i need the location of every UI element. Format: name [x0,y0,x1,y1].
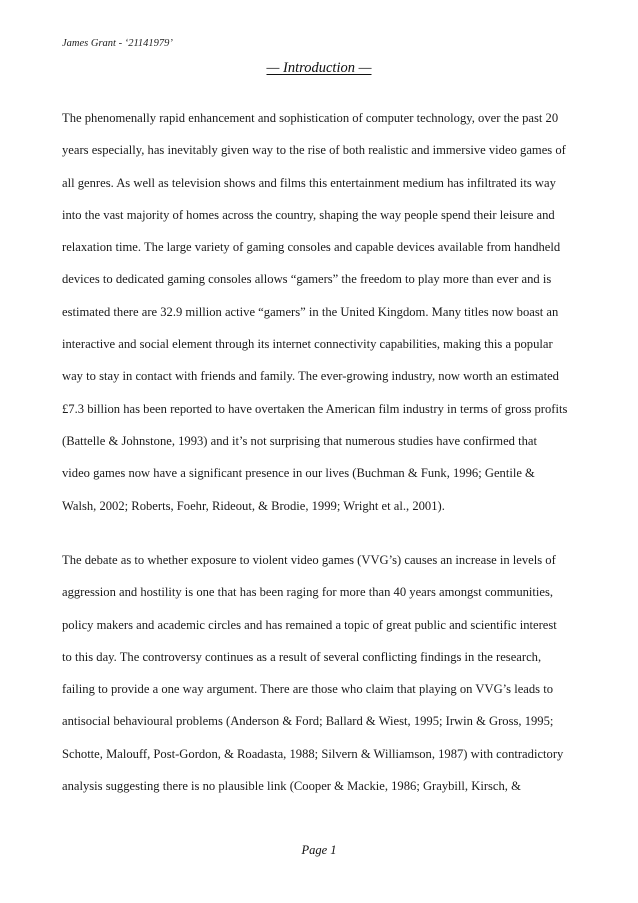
text-line: analysis suggesting there is no plausible link (Cooper & Mackie, 1986; Graybill, Kirsch, & [62,779,521,794]
text-line: all genres. As well as television shows and films this entertainment medium has infiltrated its way [62,175,556,190]
text-line: years especially, has inevitably given way to the rise of both realistic and immersive video games of [62,143,566,158]
text-line: interactive and social element through its internet connectivity capabilities, making this a popular [62,337,553,352]
text-line: The phenomenally rapid enhancement and sophistication of computer technology, over the past 20 [62,111,559,125]
section-title [0,60,638,77]
text-line: antisocial behavioural problems (Anderson & Ford; Ballard & Wiest, 1995; Irwin & Gross, 1995; [62,714,554,729]
text-line: Walsh, 2002; Roberts, Foehr, Rideout, & Brodie, 1999; Wright et al., 2001). [62,498,445,513]
section-title-text: — Introduction — [266,60,372,76]
text-line: video games now have a significant presence in our lives (Buchman & Funk, 1996; Gentile & [62,466,535,481]
text-line: to this day. The controversy continues as a result of several conflicting findings in the research, [62,649,542,664]
text-line: Schotte, Malouff, Post-Gordon, & Roadasta, 1988; Silvern & Williamson, 1987) with contradictory [62,746,564,761]
text-line: £7.3 billion has been reported to have overtaken the American film industry in terms of gross profits [62,401,568,416]
page-footer: Page 1 [301,843,337,857]
text-line: relaxation time. The large variety of gaming consoles and capable devices available from handheld [62,240,561,255]
text-line: into the vast majority of homes across the country, shaping the way people spend their leisure and [62,207,555,222]
text-line: devices to dedicated gaming consoles allows “gamers” the freedom to play more than ever and is [62,272,552,287]
text-line: aggression and hostility is one that has been raging for more than 40 years amongst communities, [62,585,554,600]
paragraph-2 [62,544,582,802]
text-line: way to stay in contact with friends and family. The ever-growing industry, now worth an estimated [62,369,559,384]
text-line: policy makers and academic circles and has remained a topic of great public and scientific interest [62,617,557,632]
text-line: The debate as to whether exposure to violent video games (VVG’s) causes an increase in levels of [62,553,556,567]
text-line: estimated there are 32.9 million active “gamers” in the United Kingdom. Many titles now boast an [62,304,559,319]
text-line: failing to provide a one way argument. There are those who claim that playing on VVG’s leads to [62,682,554,697]
text-line: (Battelle & Johnstone, 1993) and it’s not surprising that numerous studies have confirmed that [62,433,537,448]
running-header: James Grant - ‘21141979’ [62,38,173,49]
paragraph-1 [62,102,582,522]
